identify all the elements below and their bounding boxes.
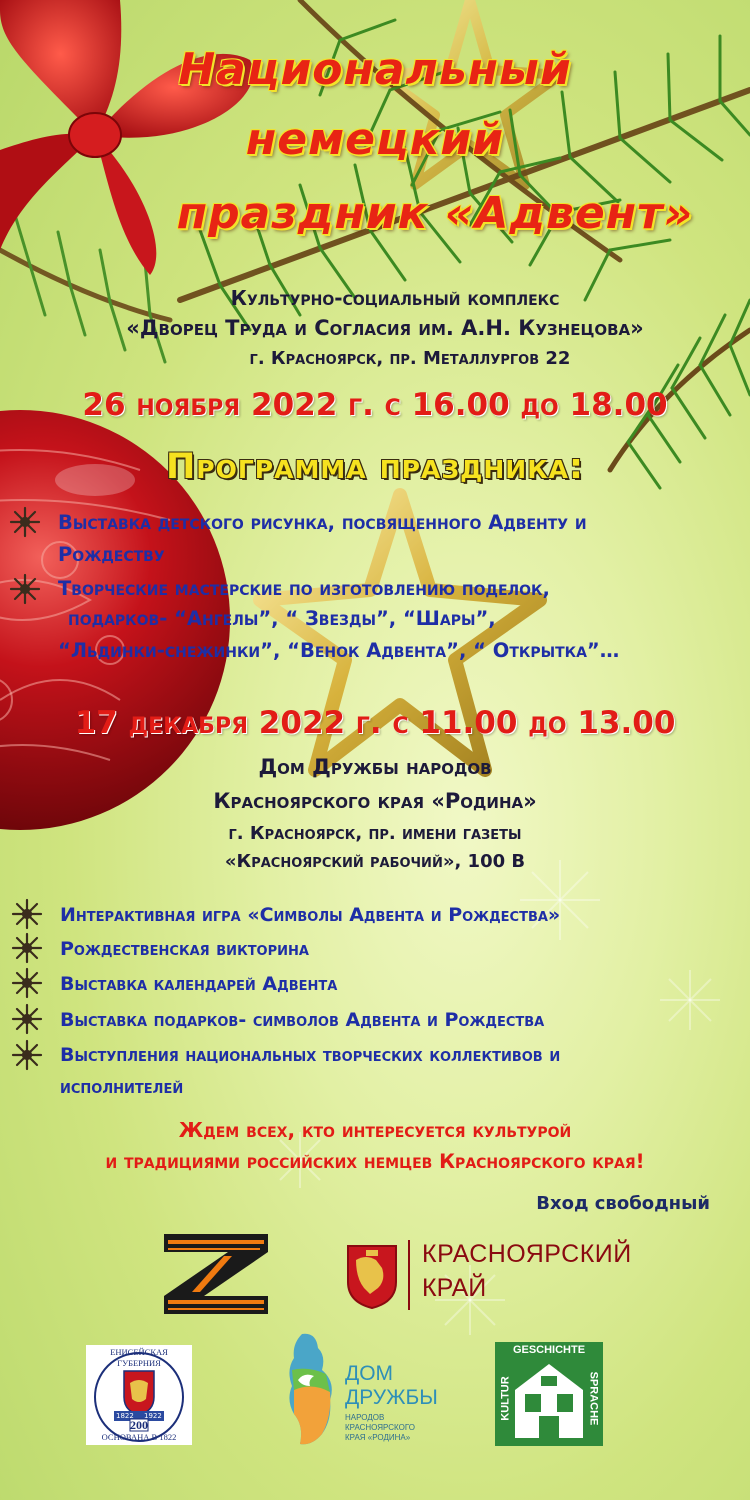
venue1-line2: «Дворец Труда и Согласия им. А.Н. Кузнецова» — [126, 316, 644, 340]
free-entry-text: Вход свободный — [536, 1193, 710, 1214]
dom-logo-small3: КРАЯ «РОДИНА» — [345, 1433, 411, 1442]
kultur-top-text: GESCHICHTE — [512, 1344, 586, 1356]
dom-druzhby-map-icon — [282, 1330, 342, 1450]
title-line-3: праздник «Адвент» — [176, 188, 694, 239]
snowflake-icon — [10, 1002, 44, 1036]
invite-line1: Ждем всех, кто интересуется культурой — [178, 1118, 572, 1142]
program2-item: Выставка календарей Адвента — [60, 973, 338, 995]
title-line-2: немецкий — [245, 114, 505, 165]
date1: 26 ноября 2022 г. с 16.00 до 18.00 — [82, 387, 668, 423]
venue1-line1: Культурно-социальный комплекс — [230, 286, 560, 310]
program1-item2-line2: подарков- “Ангелы”, “ Звезды”, “Шары”, — [68, 607, 496, 630]
venue2-line3: г. Красноярск, пр. имени газеты — [228, 823, 522, 844]
gubernia-number: 200 — [130, 1418, 148, 1432]
gubernia-year-left: 1822 — [116, 1412, 134, 1420]
snowflake-icon — [8, 505, 42, 539]
kray-logo-line2: КРАЙ — [422, 1274, 487, 1302]
snowflake-icon — [10, 931, 44, 965]
invite-line2: и традициями российских немцев Красноярского края! — [105, 1150, 645, 1173]
snowflake-icon — [10, 966, 44, 1000]
dom-logo-line2: ДРУЖБЫ — [345, 1386, 438, 1409]
dom-logo-small1: НАРОДОВ — [345, 1413, 385, 1422]
house-icon — [511, 1360, 587, 1440]
program1-item1-line1: Выставка детского рисунка, посвященного Адвенту и — [58, 511, 587, 534]
title-line-1: Национальный — [178, 44, 572, 95]
venue2-line1: Дом Дружбы народов — [258, 755, 492, 779]
z-ribbon-logo — [160, 1228, 272, 1318]
program-heading: Программа праздника: — [165, 447, 584, 487]
kultur-right-text: SPRACHE — [587, 1371, 600, 1426]
snowflake-icon — [8, 572, 42, 606]
gubernia-arc-text: ЕНИСЕЙСКАЯ ГУБЕРНИЯ — [110, 1347, 168, 1368]
program1-item2-line1: Творческие мастерские по изготовлению поделок, — [58, 577, 550, 600]
venue2-line4: «Красноярский рабочий», 100 В — [224, 851, 526, 872]
program2-item: Интерактивная игра «Символы Адвента и Рождества» — [60, 904, 561, 926]
dom-logo-small2: КРАСНОЯРСКОГО — [345, 1423, 415, 1432]
program1-item1-line2: Рождеству — [58, 543, 165, 566]
kultur-geschichte-sprache-logo — [495, 1342, 603, 1446]
logo-divider — [408, 1240, 410, 1310]
program1-item2-line3: “Льдинки-снежинки”, “Венок Адвента”, “ Открытка”… — [58, 639, 620, 662]
kultur-left-text: KULTUR — [499, 1376, 512, 1421]
gubernia-year-right: 1922 — [144, 1412, 162, 1420]
gubernia-200-logo — [86, 1345, 192, 1445]
snowflake-icon — [10, 1038, 44, 1072]
date2: 17 декабря 2022 г. с 11.00 до 13.00 — [74, 705, 676, 741]
program2-item: Рождественская викторина — [60, 938, 309, 960]
program2-item: Выступления национальных творческих коллективов и — [60, 1044, 561, 1066]
gubernia-founded-text: ОСНОВАНА В 1822 — [101, 1432, 177, 1442]
venue1-line3: г. Красноярск, пр. Металлургов 22 — [249, 348, 571, 369]
program2-item-cont: исполнителей — [60, 1076, 184, 1098]
krasnoyarsk-coat-of-arms-icon — [342, 1240, 402, 1310]
venue2-line2: Красноярского края «Родина» — [213, 789, 537, 813]
dom-logo-line1: ДОМ — [345, 1362, 394, 1385]
kray-logo-line1: КРАСНОЯРСКИЙ — [422, 1240, 632, 1268]
snowflake-icon — [10, 897, 44, 931]
program2-item: Выставка подарков- символов Адвента и Рождества — [60, 1009, 545, 1031]
